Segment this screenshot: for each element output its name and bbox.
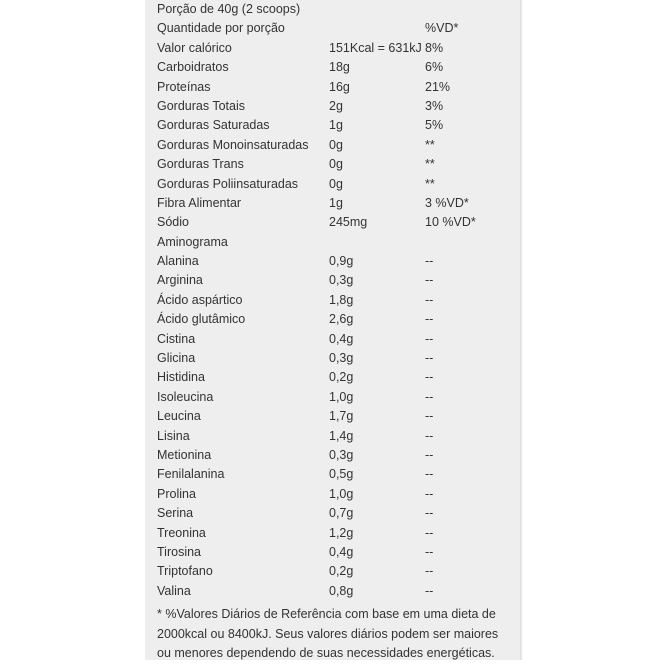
nutrient-amount: 0g <box>329 176 343 191</box>
nutrient-vd: ** <box>425 137 435 152</box>
aminoacid-row <box>157 271 517 290</box>
nutrient-vd: -- <box>425 409 434 424</box>
nutrient-row <box>157 39 517 58</box>
nutrient-amount: 151Kcal = 631kJ <box>329 40 422 55</box>
nutrient-amount: 0,3g <box>329 447 354 462</box>
nutrient-vd: 5% <box>425 118 444 133</box>
aminoacid-row <box>157 465 517 484</box>
nutrient-vd: -- <box>425 428 434 443</box>
nutrient-amount: 0,2g <box>329 370 354 385</box>
nutrient-name: Prolina <box>157 486 196 501</box>
nutrient-name: Sódio <box>157 215 189 230</box>
aminoacid-row <box>157 330 517 349</box>
nutrient-row <box>157 116 517 135</box>
nutrient-amount: 0,3g <box>329 351 354 366</box>
nutrient-row <box>157 213 517 232</box>
header-vd-label: %VD* <box>425 21 459 36</box>
nutrient-amount: 18g <box>329 60 350 75</box>
nutrient-name: Ácido glutâmico <box>157 312 246 327</box>
nutrient-vd: -- <box>425 351 434 366</box>
nutrient-amount: 1g <box>329 195 343 210</box>
nutrient-row <box>157 136 517 155</box>
nutrient-amount: 0,8g <box>329 583 354 598</box>
nutrient-amount: 1,8g <box>329 292 354 307</box>
nutrient-amount: 2g <box>329 98 343 113</box>
nutrient-amount: 1,0g <box>329 389 354 404</box>
nutrient-amount: 0,5g <box>329 467 354 482</box>
nutrient-name: Gorduras Trans <box>157 157 244 172</box>
nutrient-name: Valor calórico <box>157 40 232 55</box>
nutrient-vd: -- <box>425 506 434 521</box>
aminoacid-row <box>157 252 517 271</box>
nutrient-vd: ** <box>425 176 435 191</box>
nutrition-facts-table <box>157 0 517 664</box>
nutrient-vd: -- <box>425 331 434 346</box>
nutrient-amount: 0,4g <box>329 544 354 559</box>
nutrient-name: Carboidratos <box>157 60 229 75</box>
nutrient-amount: 16g <box>329 79 350 94</box>
nutrient-name: Proteínas <box>157 79 211 94</box>
nutrient-name: Isoleucina <box>157 389 214 404</box>
nutrient-amount: 1,4g <box>329 428 354 443</box>
aminogram-title: Aminograma <box>157 234 228 249</box>
nutrient-name: Serina <box>157 506 194 521</box>
footnote: * %Valores Diários de Referência com base em uma dieta de 2000kcal ou 8400kJ. Seus valores diários podem ser maiores ou menores dependendo de suas necessidades energéticas. <box>157 607 499 661</box>
nutrient-vd: -- <box>425 389 434 404</box>
nutrient-name: Valina <box>157 583 191 598</box>
aminoacid-row <box>157 524 517 543</box>
nutrient-amount: 0g <box>329 157 343 172</box>
aminoacid-row <box>157 291 517 310</box>
nutrient-name: Fibra Alimentar <box>157 195 242 210</box>
aminoacid-row <box>157 446 517 465</box>
nutrient-vd: -- <box>425 254 434 269</box>
nutrient-vd: -- <box>425 467 434 482</box>
aminoacid-row <box>157 485 517 504</box>
nutrient-amount: 0,2g <box>329 564 354 579</box>
nutrient-vd: 6% <box>425 60 444 75</box>
nutrient-name: Histidina <box>157 370 205 385</box>
aminoacid-row <box>157 368 517 387</box>
nutrient-name: Cistina <box>157 331 196 346</box>
aminoacid-row <box>157 407 517 426</box>
nutrient-name: Metionina <box>157 447 212 462</box>
nutrient-vd: 21% <box>425 79 451 94</box>
nutrient-amount: 0,3g <box>329 273 354 288</box>
aminoacid-row <box>157 388 517 407</box>
nutrient-amount: 0,7g <box>329 506 354 521</box>
nutrient-name: Treonina <box>157 525 206 540</box>
nutrient-row <box>157 78 517 97</box>
nutrient-amount: 1,7g <box>329 409 354 424</box>
nutrient-name: Arginina <box>157 273 203 288</box>
nutrient-row <box>157 97 517 116</box>
nutrient-amount: 0,4g <box>329 331 354 346</box>
nutrient-name: Lisina <box>157 428 190 443</box>
nutrient-vd: -- <box>425 312 434 327</box>
nutrient-rows <box>157 39 517 233</box>
aminoacid-row <box>157 562 517 581</box>
aminoacid-row <box>157 543 517 562</box>
aminoacid-rows <box>157 252 517 601</box>
nutrient-vd: -- <box>425 273 434 288</box>
nutrient-row <box>157 58 517 77</box>
nutrient-name: Alanina <box>157 254 199 269</box>
nutrient-row <box>157 175 517 194</box>
aminoacid-row <box>157 310 517 329</box>
aminoacid-row <box>157 582 517 601</box>
nutrient-row <box>157 155 517 174</box>
nutrient-amount: 2,6g <box>329 312 354 327</box>
nutrient-vd: 10 %VD* <box>425 215 476 230</box>
nutrient-name: Gorduras Totais <box>157 98 246 113</box>
nutrient-name: Tirosina <box>157 544 201 559</box>
header-quantity-label: Quantidade por porção <box>157 21 285 36</box>
nutrient-vd: 8% <box>425 40 444 55</box>
nutrient-vd: -- <box>425 292 434 307</box>
nutrient-vd: -- <box>425 583 434 598</box>
table-header-row <box>157 19 517 38</box>
nutrient-name: Gorduras Poliinsaturadas <box>157 176 299 191</box>
nutrient-amount: 1,0g <box>329 486 354 501</box>
nutrient-amount: 0g <box>329 137 343 152</box>
nutrient-amount: 1g <box>329 118 343 133</box>
nutrient-vd: -- <box>425 525 434 540</box>
nutrient-name: Fenilalanina <box>157 467 225 482</box>
nutrient-amount: 1,2g <box>329 525 354 540</box>
nutrient-name: Leucina <box>157 409 201 424</box>
nutrient-vd: -- <box>425 544 434 559</box>
aminoacid-row <box>157 349 517 368</box>
nutrient-vd: -- <box>425 486 434 501</box>
nutrient-amount: 245mg <box>329 215 368 230</box>
nutrient-name: Ácido aspártico <box>157 292 243 307</box>
nutrient-vd: ** <box>425 157 435 172</box>
nutrient-name: Glicina <box>157 351 196 366</box>
nutrient-vd: 3% <box>425 98 444 113</box>
nutrient-row <box>157 194 517 213</box>
aminoacid-row <box>157 427 517 446</box>
nutrient-name: Triptofano <box>157 564 213 579</box>
nutrient-vd: -- <box>425 370 434 385</box>
nutrient-name: Gorduras Saturadas <box>157 118 270 133</box>
nutrient-vd: -- <box>425 447 434 462</box>
aminogram-title-row <box>157 233 517 252</box>
nutrient-name: Gorduras Monoinsaturadas <box>157 137 309 152</box>
portion-label: Porção de 40g (2 scoops) <box>157 2 301 16</box>
aminoacid-row <box>157 504 517 523</box>
nutrient-vd: 3 %VD* <box>425 195 469 210</box>
nutrient-vd: -- <box>425 564 434 579</box>
nutrient-amount: 0,9g <box>329 254 354 269</box>
portion-row <box>157 0 517 19</box>
